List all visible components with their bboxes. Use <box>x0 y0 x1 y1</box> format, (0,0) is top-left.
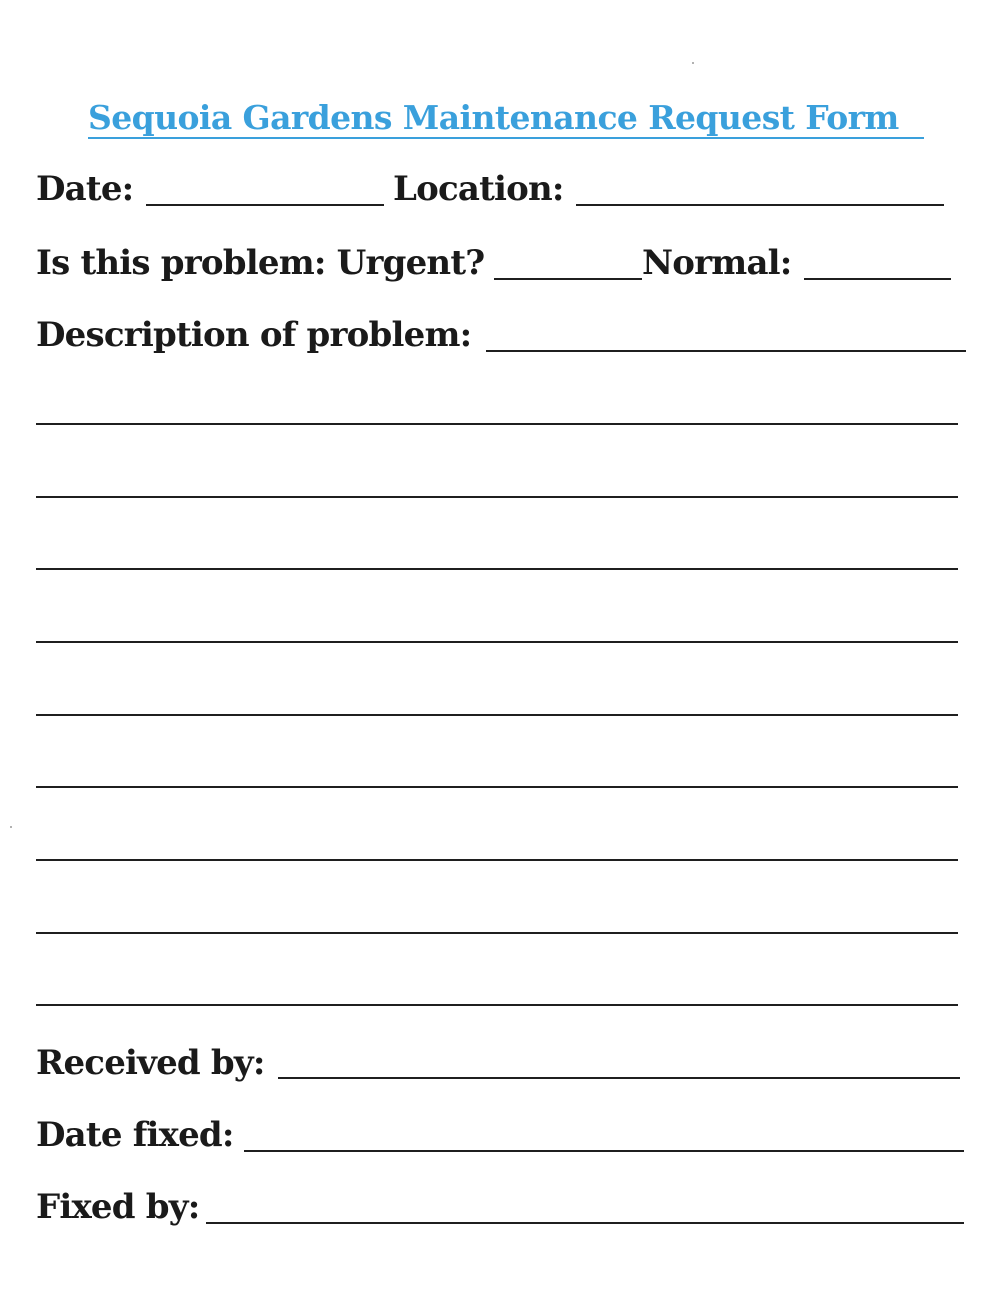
date-field[interactable] <box>146 204 384 206</box>
date-label: Date: <box>36 169 134 209</box>
normal-field[interactable] <box>804 278 951 280</box>
description-line[interactable] <box>36 641 958 643</box>
description-line[interactable] <box>36 568 958 570</box>
received-by-field[interactable] <box>278 1077 960 1079</box>
scan-speck <box>692 62 694 64</box>
date-fixed-field[interactable] <box>244 1150 964 1152</box>
description-line[interactable] <box>36 932 958 934</box>
form-title: Sequoia Gardens Maintenance Request Form <box>88 98 899 137</box>
scan-speck <box>10 826 12 828</box>
date-fixed-label: Date fixed: <box>36 1115 234 1155</box>
description-line[interactable] <box>36 1004 958 1006</box>
description-line[interactable] <box>36 496 958 498</box>
description-field[interactable] <box>486 350 966 352</box>
title-underline <box>88 137 924 139</box>
fixed-by-field[interactable] <box>206 1222 964 1224</box>
description-line[interactable] <box>36 786 958 788</box>
problem-type-label: Is this problem: Urgent? <box>36 243 485 283</box>
normal-label: Normal: <box>642 243 792 283</box>
location-label: Location: <box>393 169 564 209</box>
urgent-field[interactable] <box>494 278 642 280</box>
received-by-label: Received by: <box>36 1043 265 1083</box>
description-line[interactable] <box>36 714 958 716</box>
description-line[interactable] <box>36 423 958 425</box>
location-field[interactable] <box>576 204 944 206</box>
description-line[interactable] <box>36 859 958 861</box>
fixed-by-label: Fixed by: <box>36 1187 200 1227</box>
description-label: Description of problem: <box>36 315 472 355</box>
